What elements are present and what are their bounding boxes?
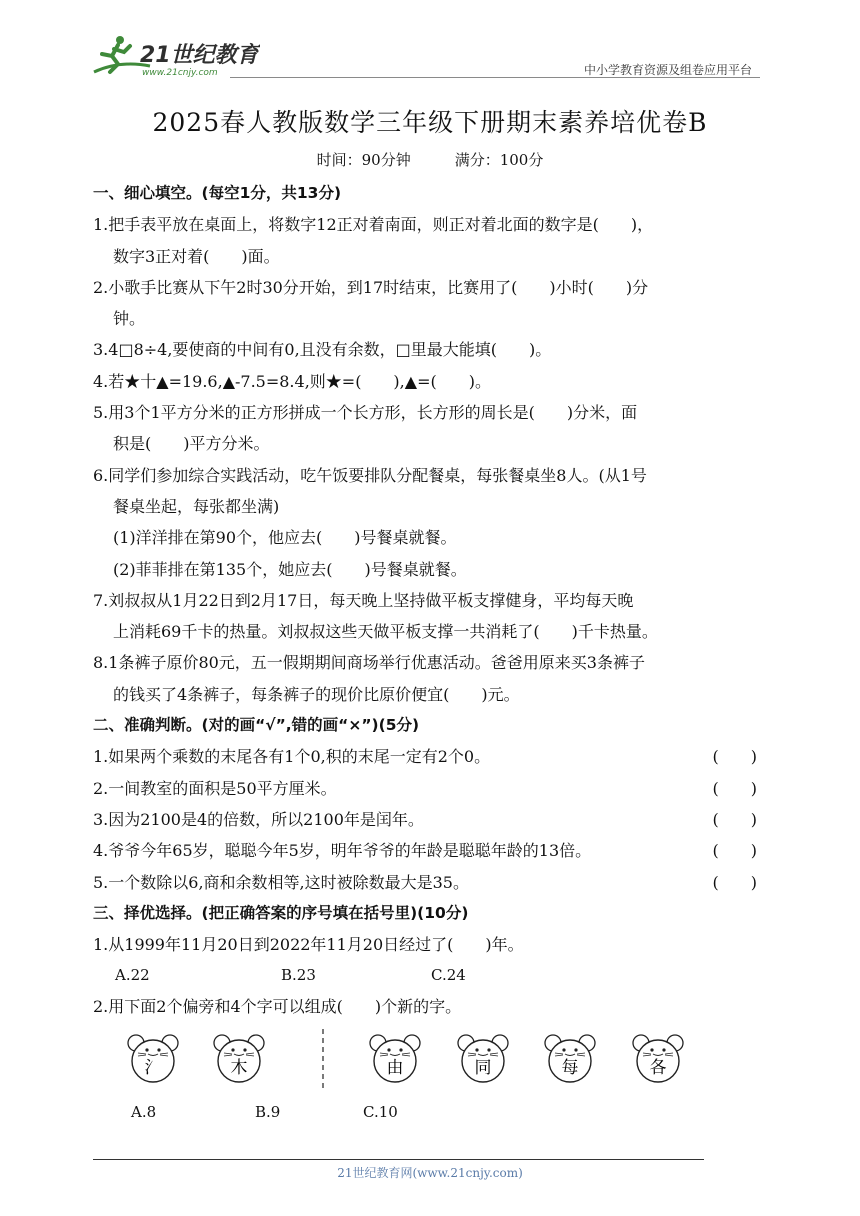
question-line: 数字3正对着( )面。	[113, 246, 280, 266]
option-c: C.24	[431, 966, 466, 985]
question-line: (1)洋洋排在第90个，他应去( )号餐桌就餐。	[113, 528, 457, 548]
page-header	[90, 30, 760, 82]
mouse-char-1	[370, 1035, 420, 1082]
time-info: 时间：90分钟	[316, 151, 411, 169]
mouse-radical-1	[128, 1035, 178, 1082]
svg-text:每: 每	[561, 1057, 579, 1078]
judge-text: 3.因为2100是4的倍数，所以2100年是闰年。	[93, 809, 424, 829]
mouse-figure-svg	[93, 1025, 713, 1093]
svg-text:同: 同	[474, 1057, 492, 1078]
judge-text: 4.爷爷今年65岁，聪聪今年5岁，明年爷爷的年龄是聪聪年龄的13倍。	[93, 841, 592, 861]
judge-text: 2.一间教室的面积是50平方厘米。	[93, 778, 337, 798]
answer-paren: ( )	[712, 747, 757, 767]
section-heading: 一、细心填空。(每空1分，共13分)	[93, 184, 342, 202]
option-c: C.10	[363, 1102, 398, 1121]
section-heading: 三、择优选择。(把正确答案的序号填在括号里)(10分)	[93, 903, 469, 922]
judge-text: 1.如果两个乘数的末尾各有1个0,积的末尾一定有2个0。	[93, 747, 491, 767]
footer-divider	[93, 1159, 704, 1160]
question-line: 上消耗69千卡的热量。刘叔叔这些天做平板支撑一共消耗了( )千卡热量。	[113, 622, 658, 642]
question-line: 2.小歌手比赛从下午2时30分开始，到17时结束，比赛用了( )小时( )分	[93, 277, 649, 297]
exam-content	[93, 178, 763, 1128]
question-line: 钟。	[113, 309, 146, 329]
question-line: 5.用3个1平方分米的正方形拼成一个长方形，长方形的周长是( )分米，面	[93, 403, 638, 423]
judge-line	[93, 741, 763, 772]
judge-text: 5.一个数除以6,商和余数相等,这时被除数最大是35。	[93, 872, 469, 892]
runner-logo-icon	[90, 30, 260, 80]
question-line: 的钱买了4条裤子，每条裤子的现价比原价便宜( )元。	[113, 684, 520, 704]
judge-line	[93, 773, 763, 804]
logo-url: www.21cnjy.com	[142, 68, 218, 78]
section-heading: 二、准确判断。(对的画“√”,错的画“×”)(5分)	[93, 716, 420, 735]
footer-text: 21世纪教育网(www.21cnjy.com)	[337, 1166, 523, 1180]
logo-text: 21世纪教育	[140, 43, 259, 68]
mouse-char-4	[633, 1035, 683, 1082]
judge-line	[93, 867, 763, 898]
mouse-figure	[93, 1025, 763, 1093]
question-line: 1.从1999年11月20日到2022年11月20日经过了( )年。	[93, 935, 524, 955]
answer-paren: ( )	[712, 778, 757, 798]
question-line: 8.1条裤子原价80元，五一假期期间商场举行优惠活动。爸爸用原来买3条裤子	[93, 653, 645, 673]
exam-info	[0, 149, 860, 170]
answer-paren: ( )	[712, 809, 757, 829]
judge-line	[93, 804, 763, 835]
option-row	[93, 960, 763, 991]
mouse-char-2	[458, 1035, 508, 1082]
mouse-radical-2	[214, 1035, 264, 1082]
option-b: B.9	[255, 1102, 281, 1121]
question-line: 3.4□8÷4,要使商的中间有0,且没有余数，□里最大能填( )。	[93, 340, 552, 360]
svg-text:木: 木	[230, 1057, 248, 1078]
option-row	[93, 1097, 763, 1128]
header-divider	[230, 77, 760, 78]
score-info: 满分：100分	[454, 151, 544, 169]
question-line: 7.刘叔叔从1月22日到2月17日，每天晚上坚持做平板支撑健身，平均每天晚	[93, 590, 634, 610]
platform-label: 中小学教育资源及组卷应用平台	[583, 63, 752, 77]
question-line: 积是( )平方分米。	[113, 434, 270, 454]
svg-text:各: 各	[649, 1057, 667, 1078]
question-line: 1.把手表平放在桌面上，将数字12正对着南面，则正对着北面的数字是( )，	[93, 215, 654, 235]
question-line: (2)菲菲排在第135个，她应去( )号餐桌就餐。	[113, 559, 467, 579]
judge-line	[93, 835, 763, 866]
answer-paren: ( )	[712, 841, 757, 861]
svg-text:氵: 氵	[144, 1057, 162, 1078]
svg-text:由: 由	[386, 1057, 404, 1078]
question-line: 6.同学们参加综合实践活动，吃午饭要排队分配餐桌，每张餐桌坐8人。(从1号	[93, 465, 647, 485]
question-line: 餐桌坐起，每张都坐满)	[113, 496, 280, 516]
page-title: 2025春人教版数学三年级下册期末素养培优卷B	[152, 108, 708, 137]
question-line: 4.若★十▲=19.6,▲-7.5=8.4,则★=( ),▲=( )。	[93, 371, 491, 391]
answer-paren: ( )	[712, 872, 757, 892]
option-b: B.23	[281, 966, 316, 985]
logo	[90, 30, 260, 80]
mouse-char-3	[545, 1035, 595, 1082]
option-a: A.8	[131, 1102, 157, 1121]
question-line: 2.用下面2个偏旁和4个字可以组成( )个新的字。	[93, 997, 462, 1017]
option-a: A.22	[115, 966, 150, 985]
